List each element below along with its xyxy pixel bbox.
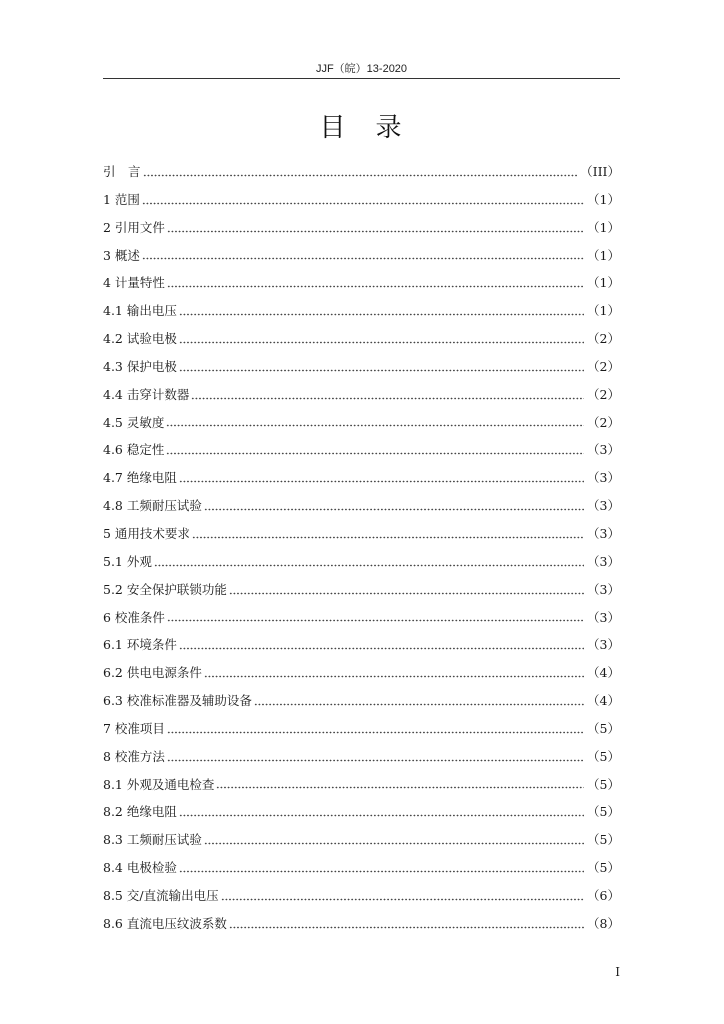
toc-dot-leader [143,168,578,177]
toc-dot-leader [229,586,584,595]
toc-dot-leader [179,641,584,650]
toc-entry-page: （2） [587,414,620,430]
toc-entry-label: 4.5 灵敏度 [103,414,165,430]
toc-entry-page: （2） [587,386,620,402]
toc-entry-page: （5） [587,720,620,736]
toc-entry-label: 6.1 环境条件 [103,637,177,653]
toc-entry [103,436,620,464]
toc-entry-page: （3） [587,581,620,597]
toc-entry-label: 8.6 直流电压纹波系数 [103,915,227,931]
toc-entry-page: （1） [587,275,620,291]
toc-entry-page: （1） [587,247,620,263]
toc-entry-page: （5） [587,832,620,848]
toc-dot-leader [192,530,584,539]
page-number: I [615,965,620,979]
toc-entry-label: 4 计量特性 [103,275,165,291]
running-header: JJF（皖）13-2020 [315,63,408,75]
toc-entry-label: 8.2 绝缘电阻 [103,804,177,820]
toc-entry-label: 8.5 交/直流输出电压 [103,887,219,903]
toc-entry [103,798,620,826]
toc-entry-label: 4.7 绝缘电阻 [103,470,177,486]
toc-entry-page: （1） [587,219,620,235]
toc-entry [103,242,620,270]
toc-entry-page: （2） [587,331,620,347]
toc-entry-page: （3） [587,553,620,569]
toc-dot-leader [191,391,584,400]
toc-entry-page: （3） [587,637,620,653]
toc-entry-label: 4.8 工频耐压试验 [103,498,202,514]
toc-entry [103,576,620,604]
toc-dot-leader [179,335,584,344]
toc-entry-page: （8） [587,915,620,931]
toc-entry [103,186,620,214]
toc-entry [103,604,620,632]
toc-entry-label: 6.2 供电电源条件 [103,665,202,681]
toc-entry-page: （5） [587,804,620,820]
toc-entry [103,771,620,799]
toc-entry [103,743,620,771]
toc-entry-label: 8.3 工频耐压试验 [103,832,202,848]
header-rule [103,78,620,79]
toc-entry-label: 6.3 校准标准器及辅助设备 [103,693,252,709]
toc-entry [103,659,620,687]
toc-entry [103,548,620,576]
toc-entry [103,297,620,325]
toc-entry-label: 4.2 试验电极 [103,331,177,347]
toc-entry-page: （3） [587,470,620,486]
toc-dot-leader [179,363,584,372]
table-of-contents [103,158,620,938]
toc-entry [103,214,620,242]
toc-dot-leader [254,697,584,706]
toc-entry-label: 1 范围 [103,191,140,207]
toc-entry-page: （3） [587,609,620,625]
toc-entry [103,353,620,381]
toc-entry-label: 2 引用文件 [103,219,165,235]
toc-dot-leader [204,669,584,678]
toc-entry [103,269,620,297]
toc-entry-label: 8.4 电极检验 [103,860,177,876]
toc-dot-leader [167,279,584,288]
toc-entry-label: 4.6 稳定性 [103,442,165,458]
toc-entry-page: （5） [587,748,620,764]
toc-entry [103,158,620,186]
toc-entry-page: （3） [587,498,620,514]
toc-entry [103,687,620,715]
toc-entry [103,325,620,353]
toc-entry [103,381,620,409]
toc-dot-leader [167,753,584,762]
toc-dot-leader [179,307,584,316]
toc-dot-leader [142,196,584,205]
toc-entry [103,882,620,910]
toc-entry-label: 4.4 击穿计数器 [103,386,190,402]
toc-entry-page: （4） [587,665,620,681]
toc-entry-page: （4） [587,693,620,709]
toc-entry [103,520,620,548]
toc-entry-label: 4.1 输出电压 [103,303,177,319]
toc-entry-label: 5 通用技术要求 [103,525,190,541]
toc-entry-page: （3） [587,442,620,458]
toc-entry [103,910,620,938]
toc-entry [103,715,620,743]
toc-entry-page: （6） [587,887,620,903]
toc-entry [103,631,620,659]
toc-entry-label: 5.2 安全保护联锁功能 [103,581,227,597]
toc-entry-label: 7 校准项目 [103,720,165,736]
toc-entry-page: （5） [587,776,620,792]
toc-entry-page: （5） [587,860,620,876]
toc-entry-label: 4.3 保护电极 [103,358,177,374]
toc-entry [103,826,620,854]
toc-entry-page: （3） [587,525,620,541]
toc-entry-label: 5.1 外观 [103,553,152,569]
toc-entry-label: 8 校准方法 [103,748,165,764]
toc-dot-leader [166,418,584,427]
toc-entry [103,409,620,437]
toc-dot-leader [166,446,584,455]
toc-dot-leader [204,836,584,845]
toc-entry-page: （1） [587,303,620,319]
toc-dot-leader [179,864,584,873]
toc-entry-label: 引 言 [103,164,141,179]
toc-entry [103,854,620,882]
toc-entry-page: （III） [580,164,620,179]
toc-entry [103,492,620,520]
toc-dot-leader [221,892,584,901]
toc-dot-leader [216,780,584,789]
toc-dot-leader [179,474,584,483]
toc-dot-leader [154,558,584,567]
toc-dot-leader [179,808,584,817]
toc-entry-page: （1） [587,191,620,207]
toc-entry-label: 6 校准条件 [103,609,165,625]
toc-dot-leader [167,224,584,233]
toc-dot-leader [167,613,584,622]
page-title: 目 录 [319,113,404,143]
toc-dot-leader [142,251,584,260]
toc-entry [103,464,620,492]
toc-dot-leader [229,920,584,929]
toc-entry-page: （2） [587,358,620,374]
toc-entry-label: 8.1 外观及通电检查 [103,776,215,792]
toc-entry-label: 3 概述 [103,247,140,263]
toc-dot-leader [167,725,584,734]
toc-dot-leader [204,502,584,511]
